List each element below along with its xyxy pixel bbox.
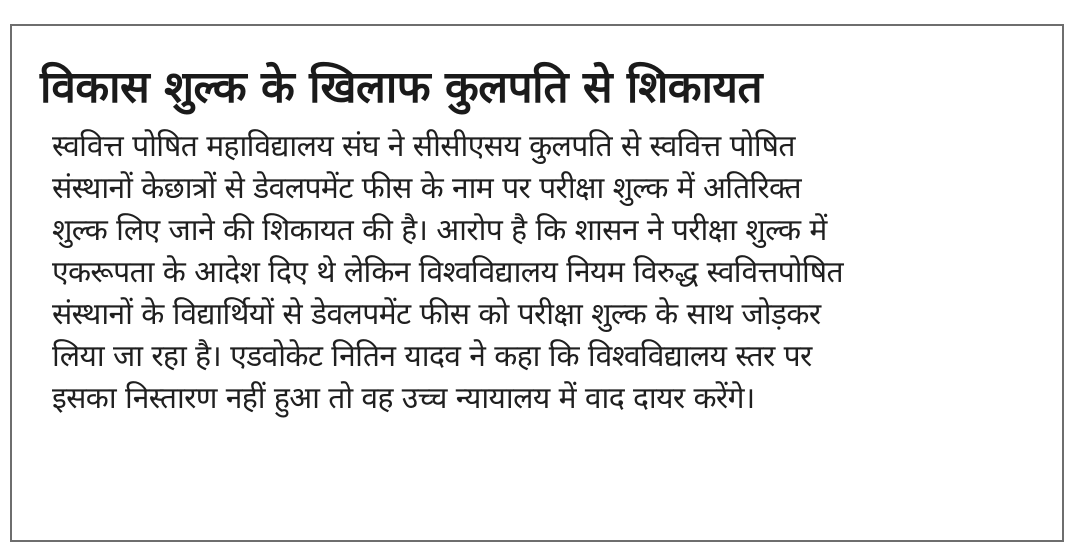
article-body-line: शुल्क लिए जाने की शिकायत की है। आरोप है कि शासन ने परीक्षा शुल्क में — [52, 213, 827, 248]
article-body-line: स्ववित्त पोषित महाविद्यालय संघ ने सीसीएसय कुलपति से स्ववित्त पोषित — [52, 129, 795, 164]
article-headline: विकास शुल्क के खिलाफ कुलपति से शिकायत — [40, 62, 763, 113]
cropped-text-fragment — [10, 545, 1070, 559]
article-body-line: इसका निस्तारण नहीं हुआ तो वह उच्च न्यायालय में वाद दायर करेंगे। — [52, 381, 755, 416]
article-body-line: लिया जा रहा है। एडवोकेट नितिन यादव ने कहा कि विश्वविद्यालय स्तर पर — [52, 339, 812, 374]
article-body-line: एकरूपता के आदेश दिए थे लेकिन विश्वविद्यालय नियम विरुद्ध स्ववित्तपोषित — [52, 255, 843, 290]
next-article-cropped-text — [10, 545, 1070, 559]
article-body-line: संस्थानों के विद्यार्थियों से डेवलपमेंट फीस को परीक्षा शुल्क के साथ जोड़कर — [52, 297, 821, 332]
article-body — [52, 126, 1042, 420]
article-body-line: संस्थानों केछात्रों से डेवलपमेंट फीस के नाम पर परीक्षा शुल्क में अतिरिक्त — [52, 171, 801, 206]
